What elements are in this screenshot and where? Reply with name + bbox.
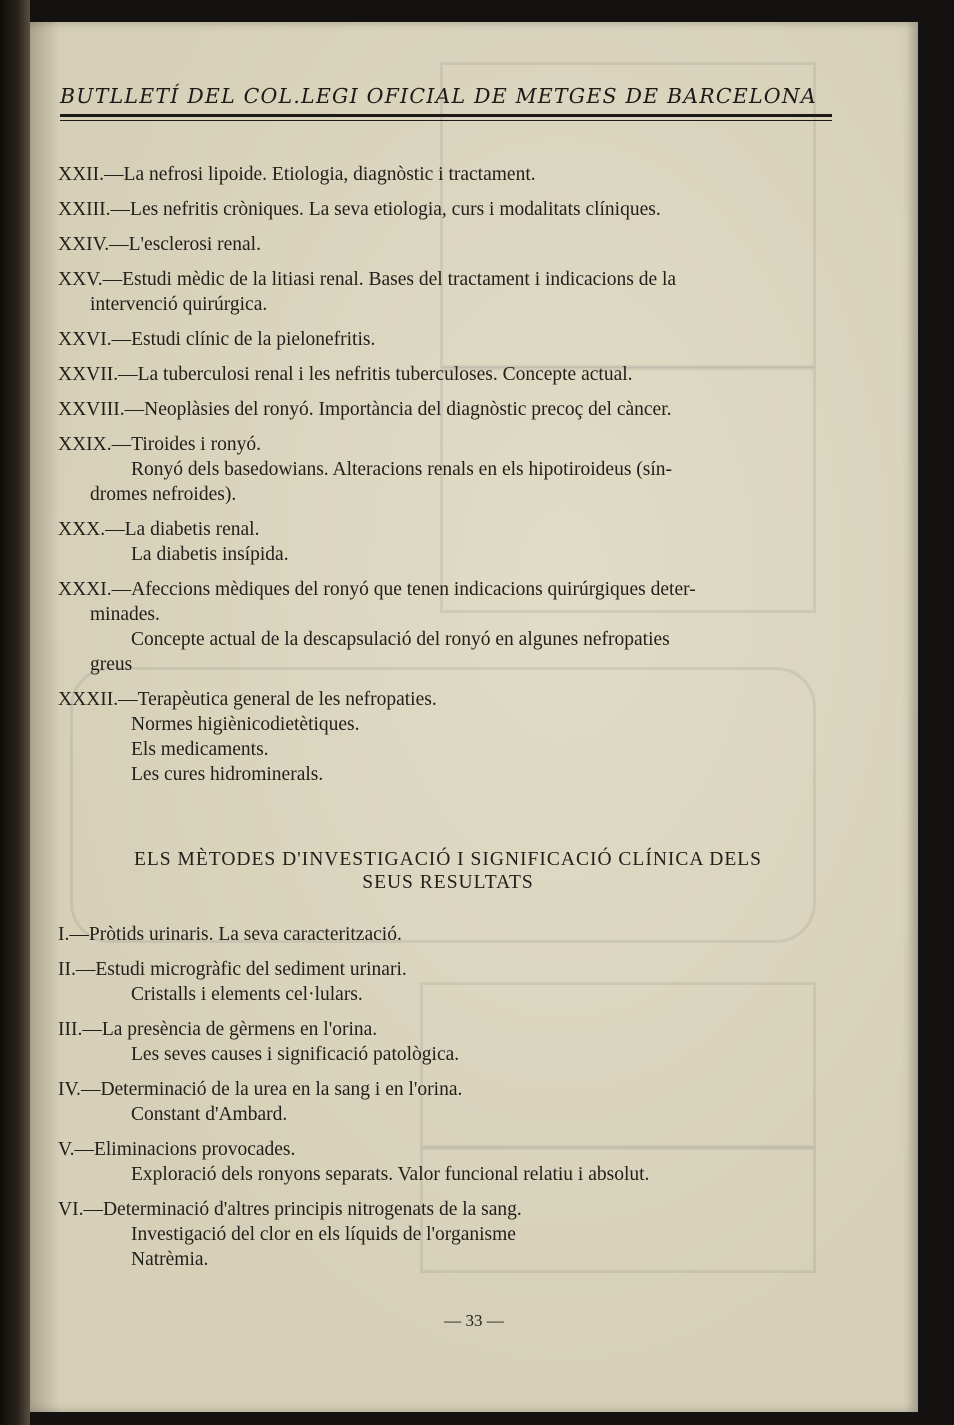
- entry-number: XXVI.: [58, 329, 112, 350]
- entry-text: —Eliminacions provocades.: [74, 1139, 296, 1160]
- entry-number: XXV.: [58, 269, 103, 290]
- list-item: [58, 197, 838, 222]
- topic-list: [58, 162, 838, 787]
- entry-text: —L'esclerosi renal.: [109, 234, 261, 255]
- entry-number: V.: [58, 1139, 75, 1160]
- list-item: [58, 397, 838, 422]
- entry-number: I.: [58, 924, 70, 945]
- entry-continuation: minades.: [90, 604, 160, 625]
- entry-continuation: greus: [90, 654, 133, 675]
- entry-text: —La nefrosi lipoide. Etiologia, diagnòstic i tractament.: [104, 164, 536, 185]
- entry-text: —La presència de gèrmens en l'orina.: [82, 1019, 378, 1040]
- entry-subtopic: Cristalls i elements cel·lulars.: [131, 984, 363, 1005]
- entry-text: —Afeccions mèdiques del ronyó que tenen indicacions quirúrgiques deter-: [111, 579, 696, 600]
- section-title-line: SEUS RESULTATS: [362, 872, 534, 893]
- entry-subtopic: La diabetis insípida.: [131, 544, 289, 565]
- list-item: [58, 162, 838, 187]
- list-item: [58, 517, 838, 567]
- entry-number: III.: [58, 1019, 83, 1040]
- entry-number: XXVII.: [58, 364, 119, 385]
- entry-text: —Determinació d'altres principis nitrogenats de la sang.: [83, 1199, 522, 1220]
- list-item: [58, 327, 838, 352]
- page-number: — 33 —: [444, 1311, 504, 1330]
- list-item: [58, 432, 838, 507]
- entry-number: XXVIII.: [58, 399, 125, 420]
- list-item: [58, 1077, 838, 1127]
- entry-number: XXXI.: [58, 579, 112, 600]
- book-spine: [0, 0, 30, 1425]
- entry-text: —Neoplàsies del ronyó. Importància del diagnòstic precoç del càncer.: [124, 399, 672, 420]
- section-title-line: ELS MÈTODES D'INVESTIGACIÓ I SIGNIFICACIÓ CLÍNICA DELS: [133, 849, 763, 870]
- list-item: [58, 577, 838, 677]
- page-header: BUTLLETÍ DEL COL.LEGI OFICIAL DE METGES DE BARCELONA: [60, 84, 817, 108]
- entry-subtopic: Constant d'Ambard.: [131, 1104, 288, 1125]
- entry-text: —Estudi clínic de la pielonefritis.: [111, 329, 376, 350]
- list-item: [58, 1017, 838, 1067]
- entry-continuation: intervenció quirúrgica.: [90, 294, 268, 315]
- entry-subtopic: Els medicaments.: [131, 739, 269, 760]
- entry-number: XXX.: [58, 519, 106, 540]
- entry-number: II.: [58, 959, 76, 980]
- entry-number: VI.: [58, 1199, 84, 1220]
- entry-text: —Les nefritis cròniques. La seva etiologia, curs i modalitats clíniques.: [110, 199, 661, 220]
- entry-text: —Pròtids urinaris. La seva caracterització.: [69, 924, 402, 945]
- list-item: [58, 687, 838, 787]
- entry-continuation: dromes nefroides).: [90, 484, 237, 505]
- section-title: [58, 848, 838, 894]
- list-item: [58, 1197, 838, 1272]
- entry-subtopic: Exploració dels ronyons separats. Valor funcional relatiu i absolut.: [131, 1164, 650, 1185]
- entry-text: —La diabetis renal.: [105, 519, 260, 540]
- entry-number: XXIV.: [58, 234, 110, 255]
- entry-subtopic: Concepte actual de la descapsulació del ronyó en algunes nefropaties: [131, 629, 670, 650]
- list-item: [58, 922, 838, 947]
- document-page: [30, 22, 918, 1412]
- entry-text: —Terapèutica general de les nefropaties.: [118, 689, 437, 710]
- entry-subtopic: Normes higiènicodietètiques.: [131, 714, 360, 735]
- entry-text: —La tuberculosi renal i les nefritis tuberculoses. Concepte actual.: [118, 364, 633, 385]
- entry-number: XXIX.: [58, 434, 112, 455]
- entry-text: —Determinació de la urea en la sang i en l'orina.: [80, 1079, 463, 1100]
- entry-subtopic: Les seves causes i significació patològica.: [131, 1044, 460, 1065]
- header-rule-thin: [60, 120, 832, 121]
- entry-text: —Estudi microgràfic del sediment urinari.: [75, 959, 407, 980]
- entry-subtopic: Investigació del clor en els líquids de l'organisme: [131, 1224, 516, 1245]
- entry-number: IV.: [58, 1079, 81, 1100]
- entry-subtopic: Les cures hidrominerals.: [131, 764, 324, 785]
- list-item: [58, 1137, 838, 1187]
- entry-text: —Estudi mèdic de la litiasi renal. Bases del tractament i indicacions de la: [102, 269, 677, 290]
- list-item: [58, 232, 838, 257]
- methods-list: [58, 922, 838, 1272]
- entry-number: XXII.: [58, 164, 105, 185]
- entry-subtopic: Ronyó dels basedowians. Alteracions renals en els hipotiroideus (sín-: [131, 459, 673, 480]
- list-item: [58, 362, 838, 387]
- list-item: [58, 267, 838, 317]
- entry-text: —Tiroides i ronyó.: [111, 434, 261, 455]
- entry-number: XXXII.: [58, 689, 119, 710]
- entry-subtopic: Natrèmia.: [131, 1249, 209, 1270]
- entry-number: XXIII.: [58, 199, 111, 220]
- list-item: [58, 957, 838, 1007]
- header-rule-thick: [60, 114, 832, 117]
